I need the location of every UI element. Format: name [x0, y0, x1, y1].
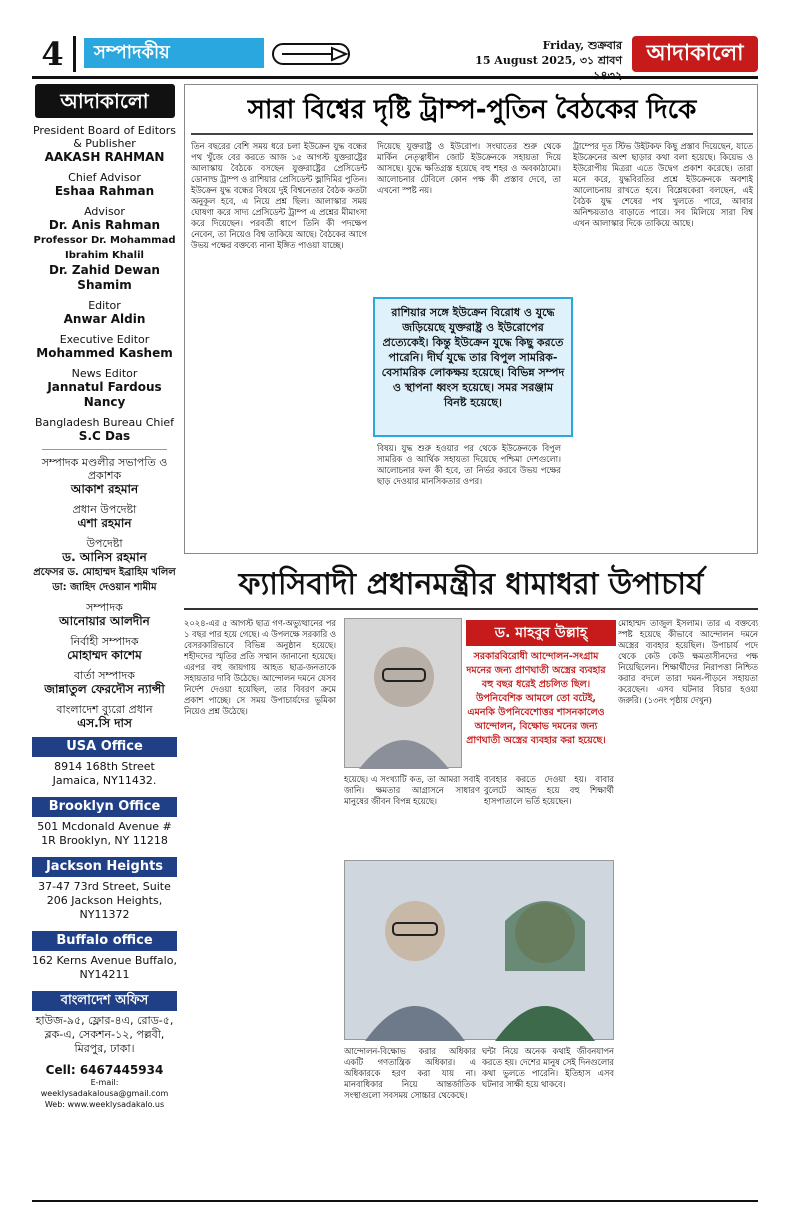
staff-name: AAKASH RAHMAN	[44, 150, 165, 164]
staff-role: উপদেষ্টা	[86, 537, 123, 550]
office-address: 501 Mcdonald Avenue # 1R Brooklyn, NY 11218	[37, 820, 172, 847]
staff-role: President Board of Editors & Publisher	[32, 124, 177, 150]
section-banner: সম্পাদকীয়	[84, 38, 264, 68]
staff-role: News Editor	[71, 367, 138, 380]
article-column: হয়েছে। এ সংখ্যাটি কত, তা আমরা সবাই জানি। ক্ষমতার আগ্রাসনে সাধারণ মানুষের জীবন বিপন্ন হয়েছে।	[344, 774, 480, 806]
people-icon	[345, 861, 615, 1041]
article-quote: সরকারবিরোধী আন্দোলন-সংগ্রাম দমনের জন্য প্রাণঘাতী অস্ত্রের ব্যবহার বহু বছর ধরেই প্রচলিত ছিল। উপনিবেশিক আমলে তো বটেই, এমনকি উপনিবেশোত্তর শাসনকালেও আন্দোলন, বিক্ষোভ দমনের জন্য প্রাণঘাতী অস্ত্রের ব্যবহার করা হয়েছে।	[466, 651, 606, 746]
author-photo	[344, 618, 462, 768]
staff-name: জান্নাতুল ফেরদৌস ন্যান্সী	[44, 682, 165, 696]
staff-role: Executive Editor	[59, 333, 150, 346]
article-column: মোহাম্মদ তাজুল ইসলাম। তার এ বক্তব্যে স্পষ্ট হয়েছে কীভাবে আন্দোলন দমনে অস্ত্রের ব্যবহার হয়েছিল। উপাচার্য পদে থেকে কেউ কেউ ক্ষমতাসীনদের পক্ষ নিয়েছিলেন। শিক্ষার্থীদের নিরাপত্তা নিশ্চিত করার বদলে তারা দমন-পীড়নে সহায়তা করেছেন। এসব ঘটনার বিচার হওয়া জরুরি। (১৩নং পৃষ্ঠায় দেখুন)	[618, 618, 758, 705]
article-column: তিন বছরের বেশি সময় ধরে চলা ইউক্রেন যুদ্ধ বন্ধের পথ খুঁজে বের করতে আজ ১৫ আগস্ট যুক্তরাষ্ট্রের আলাস্কায় বৈঠকে বসছেন যুক্তরাষ্ট্রের প্রেসিডেন্ট ডোনাল্ড ট্রাম্প ও রাশিয়ার প্রেসিডেন্ট ভ্লাদিমির পুতিন। ইউক্রেন যুদ্ধ বন্ধের বিষয়ে দুই বিশ্বনেতার বৈঠক কতটা অনুকূল হবে, এ নিয়ে প্রশ্ন ছিল। আলাস্কার সময় ঘোষণা করে সাদ্য প্রেসিডেন্ট ট্রাম্প এ প্রশ্নের মীমাংসা করে দিয়েছেন। পরবর্তী ধাপে তিনি কী পদক্ষেপ নেবেন, তা নিয়েও বিশ্ব তাকিয়ে আছে। বৈঠকের আগে উভয় পক্ষের বক্তব্যে নানা ইঙ্গিত পাওয়া যাচ্ছে।	[191, 141, 367, 250]
masthead-logo: আদাকালো	[632, 36, 758, 72]
article-headline: সারা বিশ্বের দৃষ্টি ট্রাম্প-পুতিন বৈঠকের দিকে	[247, 95, 697, 125]
staff-sidebar	[32, 84, 177, 1194]
article-column: ঘন্টা নিয়ে অনেক কথাই জীবনযাপন করতে হয়। দেশের মানুষ সেই দিনগুলোর কথা ভুলতে পারেনি। ইতিহাস এসব ঘটনার সাক্ষী হয়ে থাকবে।	[482, 1046, 614, 1089]
staff-name: এশা রহমান	[77, 516, 132, 530]
news-photo	[344, 860, 614, 1040]
page-number: 4	[32, 36, 76, 72]
article-column: আন্দোলন-বিক্ষোভ করার অধিকার একটি গণতান্ত্রিক অধিকার। এ অধিকারকে হরণ করা যায় না। মানবাধিকার নিয়ে আন্তর্জাতিক সংস্থাগুলো সবসময় সোচ্চার থেকেছে।	[344, 1046, 476, 1100]
staff-name: প্রফেসর ড. মোহাম্মদ ইব্রাহিম খলিল	[33, 567, 176, 578]
staff-name: আকাশ রহমান	[70, 482, 139, 496]
staff-role: বাংলাদেশ ব্যুরো প্রধান	[56, 703, 153, 716]
staff-role: প্রধান উপদেষ্টা	[72, 503, 137, 516]
article-column: বিষয়। যুদ্ধ শুরু হওয়ার পর থেকে ইউক্রেনকে বিপুল সামরিক ও আর্থিক সহায়তা দিয়েছে পশ্চিমা দেশগুলো। আলোচনার ফল কী হবে, তা নির্ভর করবে উভয় পক্ষের ছাড় দেওয়ার মানসিকতার ওপর।	[377, 443, 561, 486]
page-header	[32, 36, 758, 72]
issue-date: Friday, শুক্রবার 15 August 2025, ৩১ শ্রাবণ	[475, 39, 622, 67]
divider	[42, 449, 167, 450]
staff-name: Jannatul Fardous Nancy	[47, 380, 162, 409]
staff-role: Advisor	[84, 205, 125, 218]
staff-role: Bangladesh Bureau Chief	[34, 416, 175, 429]
staff-role: সম্পাদক মণ্ডলীর সভাপতি ও প্রকাশক	[41, 456, 168, 482]
staff-name: মোহাম্মদ কাশেম	[67, 648, 142, 662]
staff-name: Mohammed Kashem	[36, 346, 173, 360]
sidebar-logo: আদাকালো	[35, 84, 175, 118]
email-link[interactable]: E-mail: weeklysadakalousa@gmail.com	[40, 1078, 169, 1098]
staff-name: এস.সি দাস	[77, 716, 132, 730]
footer-rule	[32, 1200, 758, 1202]
office-title: USA Office	[32, 737, 177, 757]
office-title: বাংলাদেশ অফিস	[32, 991, 177, 1011]
lead-article	[184, 84, 758, 554]
article-column: দিয়েছে যুক্তরাষ্ট্র ও ইউরোপ। সংঘাতের শুরু থেকে মার্কিন নেতৃত্বাধীন জোট ইউক্রেনকে সহায়তা দিয়ে আসছে। যুদ্ধে ক্ষতিগ্রস্ত হয়েছে বহু শহর ও অবকাঠামো। আলোচনার টেবিলে কোন পক্ষ কী প্রস্তাব দেবে, তা এখনো স্পষ্ট নয়।	[377, 141, 561, 195]
headline-rule	[191, 133, 753, 135]
person-icon	[345, 619, 463, 769]
office-address: হাউজ-৯৫, ফ্লোর-৪এ, রোড-৫, ব্লক-এ, সেকশন-১২, পল্লবী, মিরপুর, ঢাকা।	[35, 1014, 174, 1055]
office-address: 8914 168th Street Jamaica, NY11432.	[52, 760, 157, 787]
staff-role: Chief Advisor	[68, 171, 141, 184]
office-title: Brooklyn Office	[32, 797, 177, 817]
staff-name: Professor Dr. Mohammad Ibrahim Khalil	[33, 235, 176, 261]
staff-name: ড. আনিস রহমান	[62, 550, 147, 564]
phone-number: Cell: 6467445934	[45, 1063, 164, 1077]
staff-name: Eshaa Rahman	[54, 184, 155, 198]
article-column: ব্যবহার করতে দেওয়া হয়। বাবার বুলেটে আহত হয়ে বহু শিক্ষার্থী হাসপাতালে ভর্তি হয়েছেন।	[484, 774, 614, 806]
article-column: ট্রাম্পের দূত স্টিভ উইটকফ কিছু প্রস্তাব দিয়েছেন, যাতে ইউক্রেনের অংশ ছাড়ার কথা বলা হয়েছে। কিয়েভ ও ইউরোপীয় মিত্ররা এতে উদ্বেগ প্রকাশ করেছে। তারা মনে করে, যুদ্ধবিরতির প্রশ্নে ইউক্রেনকে অবশ্যই আলোচনায় রাখতে হবে। বিশ্লেষকেরা বলছেন, এই বৈঠক যুদ্ধ শেষের পথ খুলতে পারে, আবার অনিশ্চয়তাও বাড়াতে পারে। সব মিলিয়ে সারা বিশ্ব এখন আলাস্কার দিকে তাকিয়ে আছে।	[573, 141, 753, 228]
header-rule	[32, 76, 758, 79]
office-title: Buffalo office	[32, 931, 177, 951]
staff-name: Dr. Zahid Dewan Shamim	[49, 263, 160, 292]
office-address: 162 Kerns Avenue Buffalo, NY14211	[32, 954, 177, 981]
article-column: ২০২৪-এর ৫ আগস্ট ছাত্র গণ-অভ্যুত্থানের পর ১ বছর পার হয়ে গেছে। এ উপলক্ষে সরকারি ও বেসরকারিভাবে বিভিন্ন অনুষ্ঠান হয়েছে। শহীদদের স্মৃতির প্রতি সম্মান জানানো হয়েছে। এরপর বহু জায়গায় আহত ছাত্র-জনতাকে সহায়তার দাবি উঠেছে। আন্দোলন দমনে যেসব নির্দেশ দেওয়া হয়েছিল, তার বিবরণ ক্রমে প্রকাশ পাচ্ছে। সে সময় উপাচার্যদের ভূমিকা নিয়েও প্রশ্ন উঠেছে।	[184, 618, 336, 716]
website-link[interactable]: Web: www.weeklysadakalo.us	[44, 1100, 165, 1109]
staff-role: বার্তা সম্পাদক	[74, 669, 135, 682]
article-headline: ফ্যাসিবাদী প্রধানমন্ত্রীর ধামাধরা উপাচার্য	[184, 560, 758, 610]
staff-name: S.C Das	[78, 429, 131, 443]
pen-nib-icon	[272, 42, 352, 66]
staff-name: আনোয়ার আলদীন	[59, 614, 150, 628]
office-title: Jackson Heights	[32, 857, 177, 877]
staff-name: Anwar Aldin	[63, 312, 146, 326]
pull-quote: রাশিয়ার সঙ্গে ইউক্রেন বিরোধ ও যুদ্ধে জড়িয়েছে যুক্তরাষ্ট্র ও ইউরোপের প্রত্যেকেই। কিন্তু ইউক্রেন যুদ্ধে কিছু করতে পারেনি। দীর্ঘ যুদ্ধে তার বিপুল সামরিক-বেসামরিক লোকক্ষয় হয়েছে। বিভিন্ন সম্পদ ও স্থাপনা ধ্বংস হয়েছে। সমর সরঞ্জাম বিনষ্ট হয়েছে।	[373, 297, 573, 437]
staff-role: Editor	[88, 299, 121, 312]
staff-name: ডা: জাহিদ দেওয়ান শামীম	[52, 582, 157, 593]
staff-name: Dr. Anis Rahman	[48, 218, 161, 232]
author-byline: ড. মাহবুব উল্লাহ্	[466, 620, 616, 646]
staff-role: সম্পাদক	[86, 601, 123, 614]
office-address: 37-47 73rd Street, Suite 206 Jackson Heights, NY11372	[38, 880, 171, 921]
staff-role: নির্বাহী সম্পাদক	[70, 635, 139, 648]
